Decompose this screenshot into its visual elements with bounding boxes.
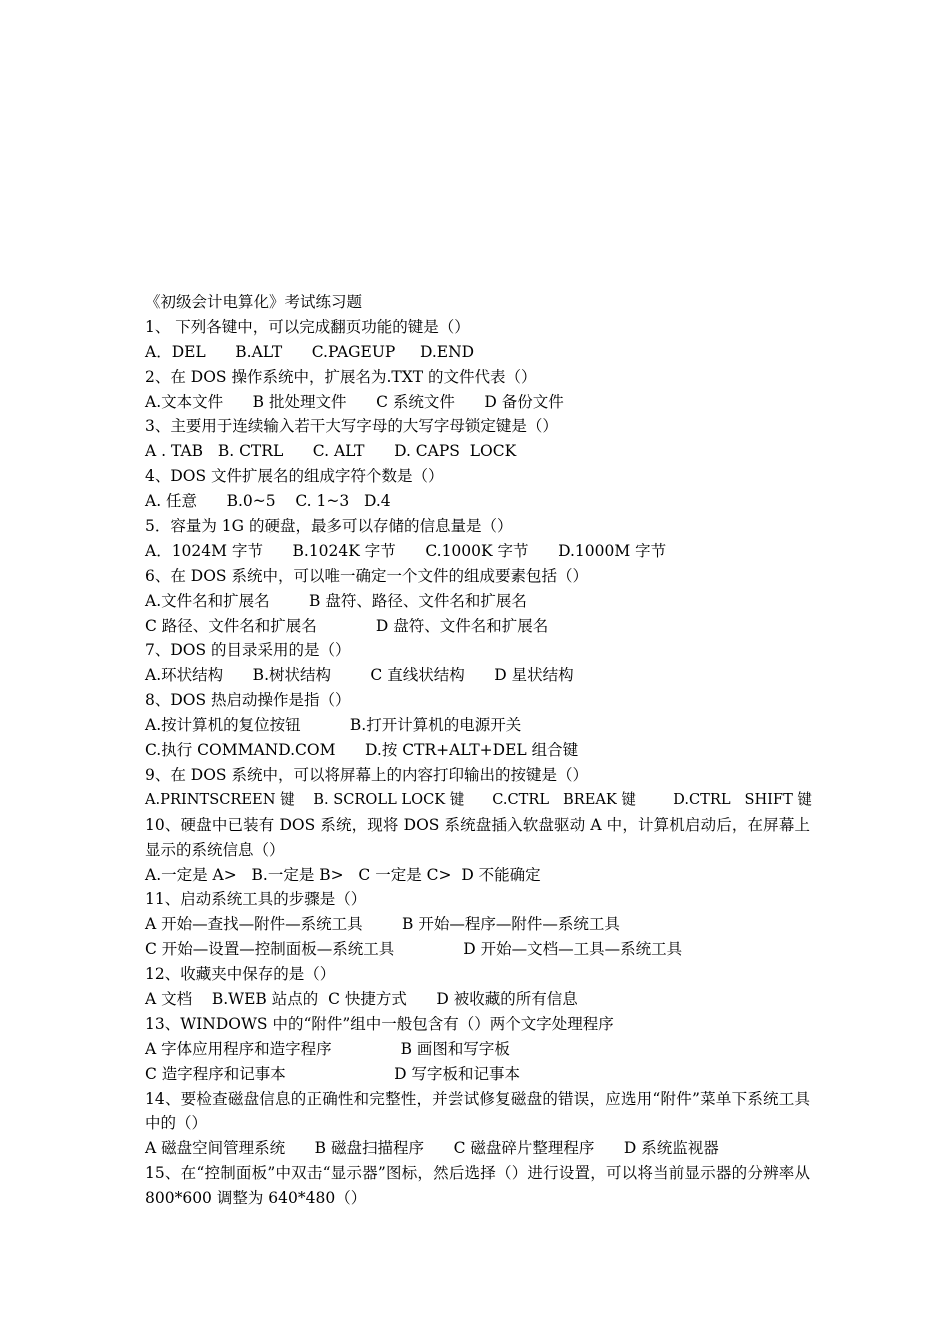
text-line: 5．容量为 1G 的硬盘，最多可以存储的信息量是（） — [145, 517, 513, 536]
text-line: C 开始—设置—控制面板—系统工具 D 开始—文档—工具—系统工具 — [145, 940, 683, 959]
text-line: 12、收藏夹中保存的是（） — [145, 965, 336, 984]
text-line: A 字体应用程序和造字程序 B 画图和写字板 — [145, 1039, 510, 1058]
text-line: 13、WINDOWS 中的“附件”组中一般包含有（）两个文字处理程序 — [145, 1014, 614, 1033]
text-line: A．DEL B.ALT C.PAGEUP D.END — [145, 342, 475, 361]
text-line: A . TAB B. CTRL C. ALT D. CAPS LOCK — [145, 442, 517, 461]
text-line: A.文件名和扩展名 B 盘符、路径、文件名和扩展名 — [145, 591, 527, 610]
text-line: A.PRINTSCREEN 键 B. SCROLL LOCK 键 C.CTRL BREAK 键 D.CTRL SHIFT 键 — [145, 790, 813, 808]
text-line: C.执行 COMMAND.COM D.按 CTR+ALT+DEL 组合键 — [145, 741, 579, 760]
text-line: A 开始—查找—附件—系统工具 B 开始—程序—附件—系统工具 — [145, 915, 620, 934]
text-line: A.按计算机的复位按钮 B.打开计算机的电源开关 — [145, 716, 522, 735]
question-paragraph: 14、要检查磁盘信息的正确性和完整性，并尝试修复磁盘的错误，应选用“附件”菜单下系统工具中的（） — [145, 1089, 810, 1133]
text-line: A.环状结构 B.树状结构 C 直线状结构 D 星状结构 — [145, 666, 574, 685]
text-line: 3、主要用于连续输入若干大写字母的大写字母锁定键是（） — [145, 417, 558, 436]
document-title: 《初级会计电算化》考试练习题 — [145, 293, 363, 311]
text-line: 2、在 DOS 操作系统中，扩展名为.TXT 的文件代表（） — [145, 367, 537, 386]
document-body — [145, 290, 813, 1211]
text-line: 6、在 DOS 系统中，可以唯一确定一个文件的组成要素包括（） — [145, 566, 588, 585]
question-paragraph: 10、硬盘中已装有 DOS 系统，现将 DOS 系统盘插入软盘驱动 A 中，计算机启动后，在屏幕上显示的系统信息（） — [145, 815, 810, 859]
text-line: 8、DOS 热启动操作是指（） — [145, 691, 351, 710]
text-line: A 磁盘空间管理系统 B 磁盘扫描程序 C 磁盘碎片整理程序 D 系统监视器 — [145, 1139, 719, 1158]
text-line: 1、 下列各键中，可以完成翻页功能的键是（） — [145, 317, 470, 336]
text-line: 4、DOS 文件扩展名的组成字符个数是（） — [145, 467, 444, 486]
text-line: 7、DOS 的目录采用的是（） — [145, 641, 351, 660]
text-line: C 路径、文件名和扩展名 D 盘符、文件名和扩展名 — [145, 616, 549, 635]
text-line: 11、启动系统工具的步骤是（） — [145, 890, 367, 909]
text-line: A 文档 B.WEB 站点的 C 快捷方式 D 被收藏的所有信息 — [145, 989, 578, 1008]
text-line: A. 任意 B.0~5 C. 1~3 D.4 — [145, 492, 391, 511]
question-paragraph: 15、在“控制面板”中双击“显示器”图标，然后选择（）进行设置，可以将当前显示器的分辨率从 800*600 调整为 640*480（） — [145, 1164, 810, 1208]
text-line: 9、在 DOS 系统中，可以将屏幕上的内容打印输出的按键是（） — [145, 765, 588, 784]
text-line: A.一定是 A> B.一定是 B> C 一定是 C> D 不能确定 — [145, 865, 541, 884]
text-line: A.文本文件 B 批处理文件 C 系统文件 D 备份文件 — [145, 392, 564, 411]
text-line: A．1024M 字节 B.1024K 字节 C.1000K 字节 D.1000M 字节 — [145, 541, 667, 560]
text-line: C 造字程序和记事本 D 写字板和记事本 — [145, 1064, 521, 1083]
